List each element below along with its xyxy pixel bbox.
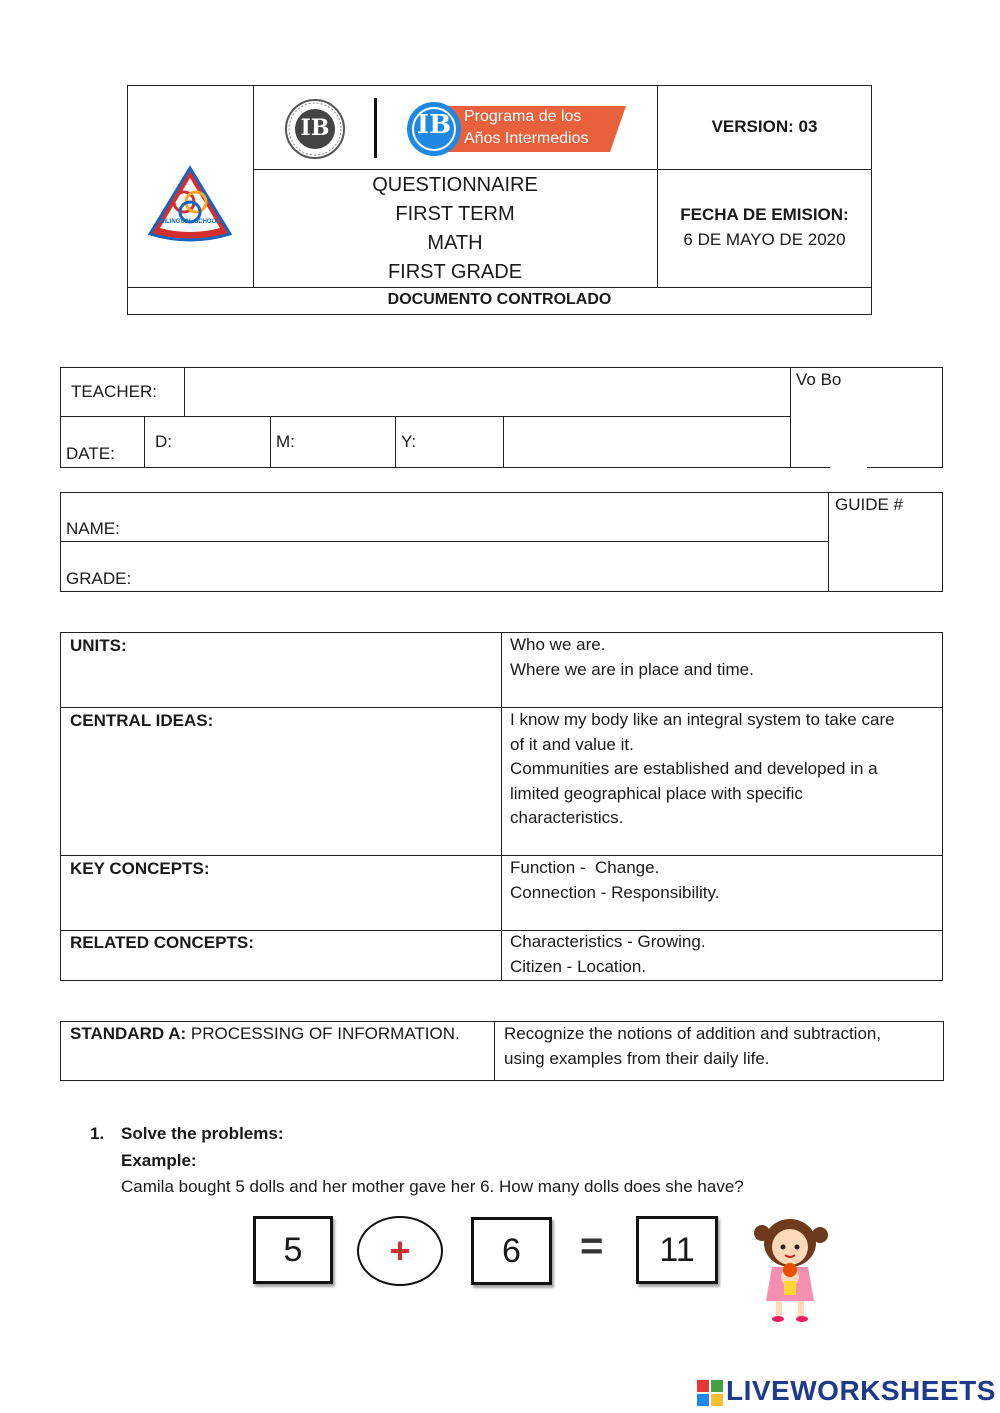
teacher-table-border [144,416,145,467]
teacher-input[interactable] [186,369,788,415]
central-ideas-value [510,708,895,831]
related-concepts-line: Characteristics - Growing. [510,932,706,951]
standard-line: using examples from their daily life. [504,1048,770,1068]
teacher-table-border [395,416,396,467]
title-line: MATH [427,232,483,254]
central-ideas-line: characteristics. [510,808,624,827]
equation-equals: = [580,1224,604,1268]
units-line: Where we are in place and time. [510,659,754,679]
vobo-label: Vo Bo [796,370,842,389]
fecha-label: FECHA DE EMISION: [680,205,849,224]
liveworksheets-logo-icon [697,1380,723,1406]
day-label: D: [155,432,172,451]
ib-seal-text: IB [300,115,330,141]
units-value [510,633,754,682]
central-ideas-line: Communities are established and developed in a [510,759,878,778]
liveworksheets-brand[interactable]: LIVEWORKSHEETS [726,1375,996,1406]
title-line: FIRST GRADE [387,261,523,283]
header-divider [253,169,872,170]
teacher-table-border [867,467,943,468]
ib-program-line1: Programa de los [464,108,582,125]
controlled-document: DOCUMENTO CONTROLADO [387,291,612,308]
key-concepts-label: KEY CONCEPTS: [70,859,210,878]
date-label: DATE: [66,444,115,463]
units-table-border [60,855,943,856]
name-label: NAME: [66,519,120,538]
equation-operand-b: 6 [471,1217,552,1285]
document-title [253,171,657,287]
ib-program-ib-letters: IB [416,110,452,140]
version-label: VERSION: 03 [711,117,818,136]
teacher-table-border [184,367,185,416]
units-table-border [501,632,502,981]
guide-label: GUIDE # [835,495,904,514]
teacher-table-border [60,367,61,467]
name-table-border [828,492,829,592]
units-label: UNITS: [70,636,127,655]
teacher-table-border [60,367,943,368]
key-concepts-line: Function - Change. [510,858,660,877]
header-divider [127,287,872,288]
central-ideas-line: limited geographical place with specific [510,783,803,803]
month-label: M: [276,432,295,451]
example-label: Example: [121,1151,197,1170]
standard-line: Recognize the notions of addition and subtraction, [504,1024,882,1043]
name-input[interactable] [130,494,826,540]
school-logo [146,164,234,244]
key-concepts-value [510,856,719,905]
school-logo-bottom-text: BILINGUAL SCHOOL [160,219,220,225]
related-concepts-line: Citizen - Location. [510,956,647,976]
exercise-title: Solve the problems: [121,1124,284,1143]
name-table-border [60,541,828,542]
logo-separator [374,98,377,158]
exercise-number: 1. [90,1124,105,1143]
header-divider [657,85,658,288]
key-concepts-line: Connection - Responsibility. [510,882,720,902]
standard-label-bold: STANDARD A: [70,1024,187,1043]
standard-table-border [494,1021,495,1081]
teacher-table-border [270,416,271,467]
standard-label-rest: PROCESSING OF INFORMATION. [186,1024,460,1043]
teacher-table-border [503,416,504,467]
grade-label: GRADE: [66,569,132,588]
related-concepts-value [510,930,706,979]
related-concepts-label: RELATED CONCEPTS: [70,933,254,952]
standard-value [504,1022,881,1071]
units-line: Who we are. [510,635,606,654]
grade-input[interactable] [140,543,826,591]
year-label: Y: [401,432,417,451]
title-line: FIRST TERM [395,203,515,225]
equation-operator: + [357,1216,443,1286]
teacher-table-border [60,467,830,468]
teacher-table-border [60,416,790,417]
central-ideas-line: of it and value it. [510,734,634,754]
teacher-table-border [942,367,943,467]
ib-program-line2: Años Intermedios [464,130,589,147]
girl-with-doll-illustration [752,1215,832,1325]
teacher-table-border [790,367,791,467]
title-line: QUESTIONNAIRE [372,174,538,196]
central-ideas-line: I know my body like an integral system to take care [510,710,895,729]
fecha-value: 6 DE MAYO DE 2020 [683,230,846,249]
standard-label [70,1024,460,1044]
units-table-border [60,930,943,931]
equation-result: 11 [636,1216,718,1284]
teacher-label: TEACHER: [71,382,157,401]
central-ideas-label: CENTRAL IDEAS: [70,711,214,730]
equation-operand-a: 5 [253,1216,333,1284]
example-problem: Camila bought 5 dolls and her mother gave her 6. How many dolls does she have? [121,1177,744,1196]
